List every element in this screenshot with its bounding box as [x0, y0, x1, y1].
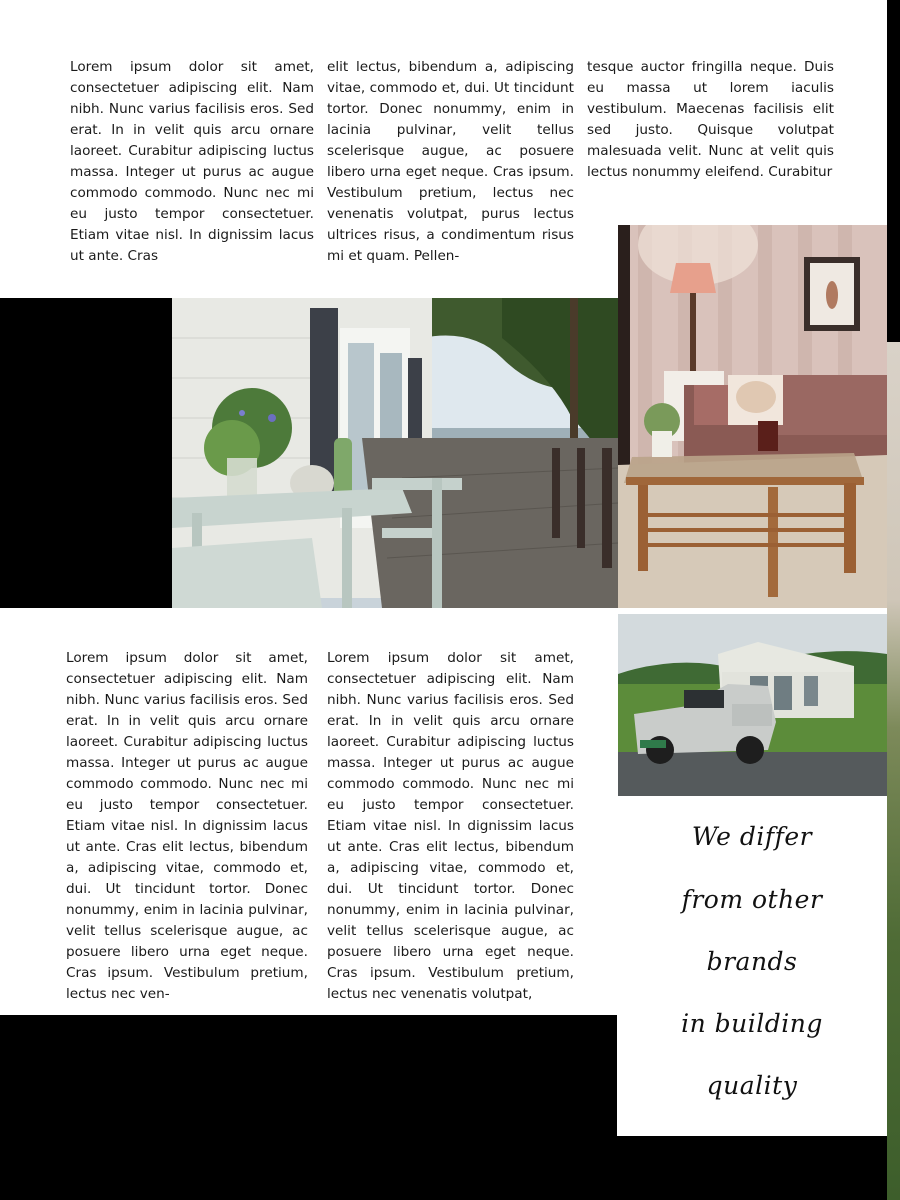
terrace-photo — [172, 298, 618, 608]
quote-line-1: We differ — [691, 822, 813, 851]
quote-line-2: from other — [681, 885, 823, 914]
text-column-bottom-1: Lorem ipsum dolor sit amet, consectetuer adipiscing elit. Nam nibh. Nunc varius facilisis eros. Sed erat. In in velit quis arcu ornare laoreet. Curabitur adipiscing luctus massa. Integer ut purus ac augue commodo commodo. Nunc nec mi eu justo tempor consectetuer. Etiam vitae nisl. In dignissim lacus ut ante. Cras elit lectus, bibendum a, adipiscing vitae, commodo et, dui. Ut tincidunt tortor. Donec nonummy, enim in lacinia pulvinar, velit tellus scelerisque augue, ac posuere libero urna eget neque. Cras ipsum. Vestibulum pretium, lectus nec ven- — [66, 650, 308, 1002]
right-edge-photo-strip — [887, 342, 900, 1200]
black-block-bottom-right — [617, 1136, 900, 1200]
living-room-photo — [618, 225, 887, 608]
truck-photo — [618, 614, 887, 796]
text-column-top-3: tesque auctor fringilla neque. Duis eu massa ut lorem iaculis vestibulum. Maecenas facilisis elit sed justo. Quisque volutpat malesuada velit. Nunc at velit quis lectus nonummy eleifend. Curabitur — [587, 59, 834, 180]
quote-box — [617, 798, 887, 1136]
text-column-bottom-2: Lorem ipsum dolor sit amet, consectetuer adipiscing elit. Nam nibh. Nunc varius facilisis eros. Sed erat. In in velit quis arcu ornare laoreet. Curabitur adipiscing luctus massa. Integer ut purus ac augue commodo commodo. Nunc nec mi eu justo tempor consectetuer. Etiam vitae nisl. In dignissim lacus ut ante. Cras elit lectus, bibendum a, adipiscing vitae, commodo et, dui. Ut tincidunt tortor. Donec nonummy, enim in lacinia pulvinar, velit tellus scelerisque augue, ac posuere libero urna eget neque. Cras ipsum. Vestibulum pretium, lectus nec venenatis volutpat, — [327, 650, 574, 1002]
black-block-left — [0, 298, 172, 608]
black-strip-right — [887, 0, 900, 342]
quote-line-4: in building — [681, 1009, 823, 1038]
text-column-top-1: Lorem ipsum dolor sit amet, consectetuer adipiscing elit. Nam nibh. Nunc varius facilisis eros. Sed erat. In in velit quis arcu ornare laoreet. Curabitur adipiscing luctus massa. Integer ut purus ac augue commodo commodo. Nunc nec mi eu justo tempor consectetuer. Etiam vitae nisl. In dignissim lacus ut ante. Cras — [70, 59, 314, 264]
text-column-top-2: elit lectus, bibendum a, adipiscing vitae, commodo et, dui. Ut tincidunt tortor. Donec nonummy, enim in lacinia pulvinar, velit tellus scelerisque augue, ac posuere libero urna eget neque. Cras ipsum. Vestibulum pretium, lectus nec venenatis volutpat, purus lectus ultrices risus, a condimentum risus mi et quam. Pellen- — [327, 59, 574, 264]
black-block-bottom — [0, 1015, 617, 1200]
quote-line-5: quality — [706, 1071, 798, 1100]
quote-line-3: brands — [706, 947, 798, 976]
